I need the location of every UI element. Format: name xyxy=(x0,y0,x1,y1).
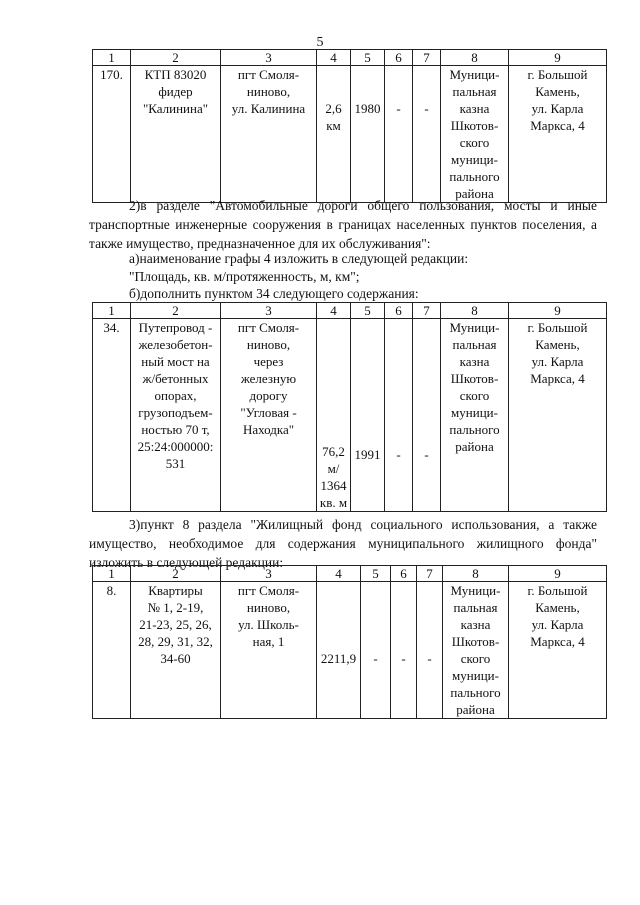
header-cell: 6 xyxy=(385,50,413,66)
object-location: г. Большой Камень, ул. Карла Маркса, 4 xyxy=(509,66,607,203)
col7-value: - xyxy=(413,66,441,203)
object-owner: Муници- пальная казна Шкотов- ского муници- пального района xyxy=(441,319,509,512)
header-cell: 1 xyxy=(93,303,131,319)
header-cell: 9 xyxy=(509,50,607,66)
header-cell: 6 xyxy=(385,303,413,319)
header-cell: 7 xyxy=(413,303,441,319)
section-2-item-a-quote: "Площадь, кв. м/протяженность, м, км"; xyxy=(129,269,360,284)
object-area: 2,6 км xyxy=(317,66,351,203)
object-address: пгт Смоля- ниново, через железную дорогу "Угловая - Находка" xyxy=(221,319,317,512)
row-number: 34. xyxy=(93,319,131,512)
table-row xyxy=(93,66,607,203)
section-2-item-b: б)дополнить пунктом 34 следующего содержания: xyxy=(129,286,419,301)
section-2-item-a: а)наименование графы 4 изложить в следующей редакции: xyxy=(129,251,469,266)
header-cell: 9 xyxy=(509,566,607,582)
header-cell: 7 xyxy=(413,50,441,66)
property-table-3 xyxy=(92,565,607,719)
property-table-2 xyxy=(92,302,607,512)
col6-value: - xyxy=(391,582,417,719)
header-cell: 1 xyxy=(93,50,131,66)
header-cell: 8 xyxy=(441,50,509,66)
table-row xyxy=(93,319,607,512)
object-owner: Муници- пальная казна Шкотов- ского муници- пального района xyxy=(443,582,509,719)
section-2-paragraph: 2)в разделе "Автомобильные дороги общего пользования, мосты и иные транспортные инженерные сооружения в границах населенных пунктов поселения, а также имущество, предназначенное для их обслуживания": xyxy=(89,198,597,251)
object-owner: Муници- пальная казна Шкотов- ского муници- пального района xyxy=(441,66,509,203)
header-cell: 3 xyxy=(221,566,317,582)
object-area: 2211,9 xyxy=(317,582,361,719)
object-name: КТП 83020 фидер "Калинина" xyxy=(131,66,221,203)
header-cell: 2 xyxy=(131,303,221,319)
header-cell: 5 xyxy=(351,303,385,319)
header-cell: 9 xyxy=(509,303,607,319)
object-name: Путепровод - железобетон- ный мост на ж/бетонных опорах, грузоподъем- ностью 70 т, 25:24:000000: 531 xyxy=(131,319,221,512)
header-cell: 2 xyxy=(131,50,221,66)
header-cell: 3 xyxy=(221,303,317,319)
header-cell: 5 xyxy=(361,566,391,582)
header-cell: 2 xyxy=(131,566,221,582)
object-year: 1980 xyxy=(351,66,385,203)
header-cell: 3 xyxy=(221,50,317,66)
object-location: г. Большой Камень, ул. Карла Маркса, 4 xyxy=(509,582,607,719)
table-header-row xyxy=(93,566,607,582)
object-year: - xyxy=(361,582,391,719)
header-cell: 4 xyxy=(317,50,351,66)
header-cell: 1 xyxy=(93,566,131,582)
object-name: Квартиры № 1, 2-19, 21-23, 25, 26, 28, 29, 31, 32, 34-60 xyxy=(131,582,221,719)
object-address: пгт Смоля- ниново, ул. Школь- ная, 1 xyxy=(221,582,317,719)
object-address: пгт Смоля- ниново, ул. Калинина xyxy=(221,66,317,203)
row-number: 8. xyxy=(93,582,131,719)
header-cell: 8 xyxy=(443,566,509,582)
section-3-paragraph: 3)пункт 8 раздела "Жилищный фонд социального использования, а также имущество, необходимое для содержания муниципального жилищного фонда" изложить в следующей редакции: xyxy=(89,517,597,570)
object-location: г. Большой Камень, ул. Карла Маркса, 4 xyxy=(509,319,607,512)
header-cell: 7 xyxy=(417,566,443,582)
table-header-row xyxy=(93,50,607,66)
page-number: 5 xyxy=(316,35,324,50)
row-number: 170. xyxy=(93,66,131,203)
property-table-1 xyxy=(92,49,607,203)
header-cell: 4 xyxy=(317,303,351,319)
col6-value: - xyxy=(385,319,413,512)
header-cell: 4 xyxy=(317,566,361,582)
table-header-row xyxy=(93,303,607,319)
col7-value: - xyxy=(413,319,441,512)
col6-value: - xyxy=(385,66,413,203)
header-cell: 5 xyxy=(351,50,385,66)
object-area: 76,2 м/ 1364 кв. м xyxy=(317,319,351,512)
table-row xyxy=(93,582,607,719)
object-year: 1991 xyxy=(351,319,385,512)
col7-value: - xyxy=(417,582,443,719)
header-cell: 6 xyxy=(391,566,417,582)
header-cell: 8 xyxy=(441,303,509,319)
